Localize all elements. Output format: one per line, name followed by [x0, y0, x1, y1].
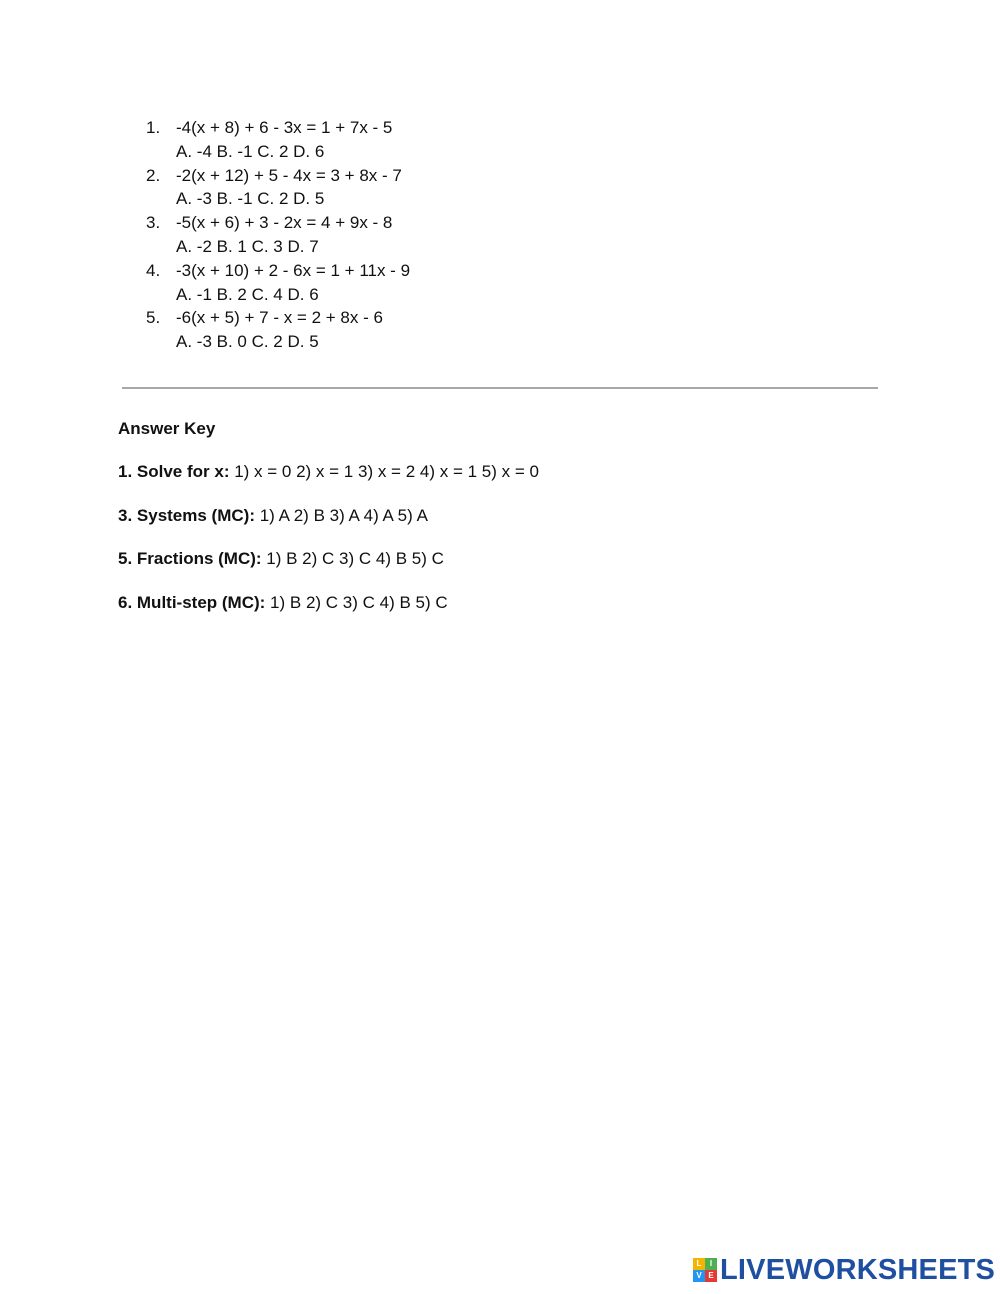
answer-key-answers: 1) A 2) B 3) A 4) A 5) A [254, 505, 428, 525]
liveworksheets-logo [693, 1255, 995, 1285]
question-number: 3. [146, 213, 161, 233]
question-equation: -2(x + 12) + 5 - 4x = 3 + 8x - 7 [176, 165, 402, 185]
answer-key-row [118, 592, 539, 613]
liveworksheets-logo-text: LIVEWORKSHEETS [720, 1254, 996, 1286]
question-item [146, 211, 410, 259]
logo-letter: E [705, 1270, 717, 1282]
answer-key-label: 6. Multi-step (MC): [118, 592, 266, 612]
question-equation: -5(x + 6) + 3 - 2x = 4 + 9x - 8 [176, 213, 393, 233]
answer-key-title: Answer Key [118, 419, 216, 438]
section-divider [122, 387, 878, 389]
question-equation: -6(x + 5) + 7 - x = 2 + 8x - 6 [176, 308, 383, 328]
question-item [146, 259, 410, 307]
answer-key-answers: 1) B 2) C 3) C 4) B 5) C [261, 549, 444, 568]
answer-key-section [118, 418, 539, 635]
question-item [146, 116, 410, 164]
logo-letter: L [693, 1258, 705, 1270]
answer-key-label: 5. Fractions (MC): [118, 549, 262, 568]
question-equation: -4(x + 8) + 6 - 3x = 1 + 7x - 5 [176, 118, 393, 137]
answer-key-answers: 1) B 2) C 3) C 4) B 5) C [265, 592, 448, 612]
question-equation: -3(x + 10) + 2 - 6x = 1 + 11x - 9 [176, 260, 411, 280]
answer-key-label: 1. Solve for x: [118, 462, 230, 481]
answer-key-label: 3. Systems (MC): [118, 505, 255, 525]
question-choices: A. -2 B. 1 C. 3 D. 7 [176, 236, 319, 256]
question-number: 1. [146, 118, 161, 137]
answer-key-row [118, 461, 539, 482]
question-choices: A. -3 B. -1 C. 2 D. 5 [176, 189, 325, 209]
answer-key-row [118, 505, 539, 526]
answer-key-answers: 1) x = 0 2) x = 1 3) x = 2 4) x = 1 5) x = 0 [229, 462, 539, 481]
question-choices: A. -4 B. -1 C. 2 D. 6 [176, 141, 325, 161]
logo-letter: I [705, 1258, 717, 1270]
question-number: 5. [146, 308, 161, 328]
logo-letter: V [693, 1270, 705, 1282]
question-list [146, 116, 410, 354]
question-choices: A. -1 B. 2 C. 4 D. 6 [176, 284, 319, 304]
question-number: 2. [146, 165, 161, 185]
question-item [146, 306, 410, 354]
question-item [146, 164, 410, 212]
answer-key-row [118, 548, 539, 569]
question-choices: A. -3 B. 0 C. 2 D. 5 [176, 332, 319, 352]
liveworksheets-logo-icon [693, 1258, 717, 1282]
question-number: 4. [146, 260, 161, 280]
